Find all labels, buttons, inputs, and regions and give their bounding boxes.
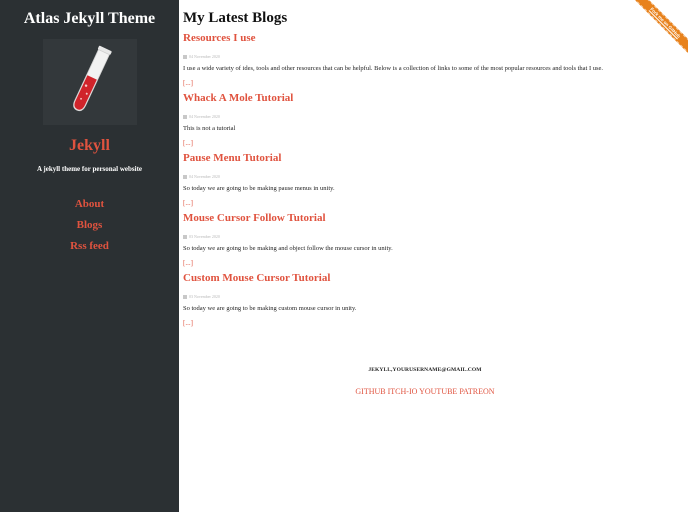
nav-about[interactable]: About — [74, 198, 105, 210]
nav-blogs[interactable]: Blogs — [76, 219, 103, 231]
test-tube-icon — [43, 39, 137, 125]
post-date — [183, 174, 653, 179]
post-excerpt: So today we are going to be making custom mouse cursor in unity. — [183, 305, 357, 312]
post-date — [183, 294, 653, 299]
post-date — [183, 234, 653, 239]
calendar-icon — [183, 55, 187, 59]
page-title: My Latest Blogs — [183, 10, 288, 26]
post-date-text: 03 November 2020 — [189, 234, 220, 239]
read-more-link[interactable]: [...] — [183, 79, 193, 87]
footer — [183, 367, 688, 397]
post-date — [183, 114, 653, 119]
calendar-icon — [183, 295, 187, 299]
post-title-link[interactable]: Resources I use — [183, 32, 256, 44]
read-more-link[interactable]: [...] — [183, 199, 193, 207]
post-date-text: 04 November 2020 — [189, 54, 220, 59]
post-item — [183, 151, 653, 207]
site-title[interactable]: Atlas Jekyll Theme — [23, 10, 156, 27]
post-date — [183, 54, 653, 59]
read-more-link[interactable]: [...] — [183, 139, 193, 147]
post-excerpt: This is not a tutorial — [183, 125, 236, 132]
post-item — [183, 31, 653, 87]
author-name: Jekyll — [69, 137, 110, 154]
fork-ribbon — [618, 0, 688, 70]
footer-email[interactable]: JEKYLL,YOURUSERNAME@GMAIL.COM — [368, 367, 482, 373]
main-content — [183, 0, 653, 327]
post-date-text: 03 November 2020 — [189, 294, 220, 299]
footer-link-itch-io[interactable]: ITCH-IO — [387, 387, 418, 396]
post-excerpt: So today we are going to be making pause menus in unity. — [183, 185, 335, 192]
post-item — [183, 91, 653, 147]
post-item — [183, 271, 653, 327]
footer-links — [165, 387, 685, 397]
footer-link-patreon[interactable]: PATREON — [459, 387, 495, 396]
avatar — [43, 39, 137, 125]
post-excerpt: I use a wide variety of ides, tools and other resources that can be helpful. Below is a collection of links to some of the most popular resources and tools that I use. — [183, 65, 604, 72]
calendar-icon — [183, 115, 187, 119]
tagline: A jekyll theme for personal website — [36, 165, 143, 173]
post-title-link[interactable]: Mouse Cursor Follow Tutorial — [183, 212, 326, 224]
sidebar — [0, 0, 179, 512]
calendar-icon — [183, 175, 187, 179]
post-date-text: 04 November 2020 — [189, 174, 220, 179]
post-title-link[interactable]: Whack A Mole Tutorial — [183, 92, 294, 104]
post-item — [183, 211, 653, 267]
nav-rss-feed[interactable]: Rss feed — [70, 240, 109, 252]
read-more-link[interactable]: [...] — [183, 259, 193, 267]
post-title-link[interactable]: Pause Menu Tutorial — [183, 152, 282, 164]
post-title-link[interactable]: Custom Mouse Cursor Tutorial — [183, 272, 331, 284]
read-more-link[interactable]: [...] — [183, 319, 193, 327]
post-date-text: 04 November 2020 — [189, 114, 220, 119]
post-excerpt: So today we are going to be making and object follow the mouse cursor in unity. — [183, 245, 393, 252]
sidebar-nav — [0, 198, 179, 253]
footer-link-github[interactable]: GITHUB — [355, 387, 386, 396]
fork-on-github-link[interactable]: Fork me on GitHub — [623, 0, 688, 65]
calendar-icon — [183, 235, 187, 239]
footer-link-youtube[interactable]: YOUTUBE — [419, 387, 458, 396]
